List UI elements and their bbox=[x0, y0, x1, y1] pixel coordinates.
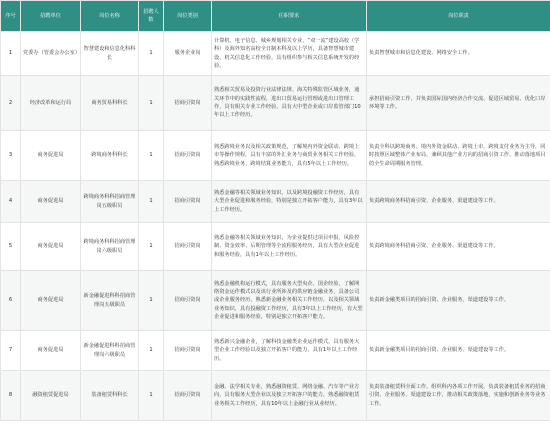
cell-requirements: 金融、法学相关专业，熟悉融资租赁、网络金融、汽车等产业方向，具有服务大型企业以及独立开拓客户的能力，熟悉融资租赁业务相关工作经历，具有10年以上金融行业从业经历。 bbox=[212, 371, 367, 421]
cell-requirements: 熟悉相关贸易及投资行业法律法规、海关特殊监管区域业务，通关环节中的实践性流程，进出口贸易运行管理或进出口管理工作，具有相关专业工作经验，具有大中型企业或口岸监管部门10年以上工作经历。 bbox=[212, 76, 367, 131]
header-position: 岗位名称 bbox=[81, 1, 139, 32]
cell-no: 6 bbox=[1, 271, 21, 331]
cell-position: 装备租赁科科长 bbox=[81, 371, 139, 421]
cell-count: 1 bbox=[139, 371, 164, 421]
cell-category: 招商引资岗 bbox=[164, 271, 212, 331]
cell-count: 1 bbox=[139, 76, 164, 131]
table-row bbox=[1, 223, 550, 271]
cell-unit: 商务促进局 bbox=[21, 271, 81, 331]
cell-requirements: 熟悉金融等相关领域业务知识，为企业提供过项目申报、风险控制、资金效率、后期管理等全流程服务经历，具有大型企业促进和服务经验，具有1年以上工作经历。 bbox=[212, 223, 367, 271]
cell-position: 智慧建设和信息化科科长 bbox=[81, 32, 139, 76]
cell-duties: 负责新金融类项目的招商引资、企业服务、渠道建设等工作。 bbox=[367, 331, 550, 371]
table-row bbox=[1, 371, 550, 421]
cell-position: 跨境商务科科长 bbox=[81, 131, 139, 181]
cell-category: 服务企业岗 bbox=[164, 32, 212, 76]
cell-position: 商务贸易科科长 bbox=[81, 76, 139, 131]
cell-count: 1 bbox=[139, 131, 164, 181]
table-row bbox=[1, 331, 550, 371]
cell-duties: 负责跨境商务科招商引资、企业服务、渠道建设等工作。 bbox=[367, 181, 550, 223]
cell-requirements: 熟悉新兴金融企业，了解科技金融类企业运作模式，具有服务大型企业工作经验以及独立开拓客户的能力，具有1年以上工作经历。 bbox=[212, 331, 367, 371]
cell-unit: 商务促进局 bbox=[21, 331, 81, 371]
cell-category: 招商引资岗 bbox=[164, 181, 212, 223]
cell-category: 招商引资岗 bbox=[164, 371, 212, 421]
cell-position: 跨境商务科科招商管理岗五级职员 bbox=[81, 181, 139, 223]
table-header-row bbox=[1, 1, 550, 32]
table-row bbox=[1, 32, 550, 76]
cell-unit: 商务促进局 bbox=[21, 223, 81, 271]
cell-no: 1 bbox=[1, 32, 21, 76]
cell-duties: 负责全科以跨境商务、境内外资金联动、跨境上市、跨境支付业务为主导，同时按照区域整体产业布局，兼顾其他产业方向的招商引资工作，推动落地项目的全生命周期服务管理。 bbox=[367, 131, 550, 181]
table-row bbox=[1, 181, 550, 223]
cell-position: 新金融促进科科招商管理岗六级职员 bbox=[81, 331, 139, 371]
cell-count: 1 bbox=[139, 271, 164, 331]
cell-unit: 商务促进局 bbox=[21, 181, 81, 223]
cell-duties: 负责装备租赁科全面工作，组织科内各项工作开展，负责装备租赁业务的招商引资、企业服务、渠道建设工作，推动相关政策落地，实施和创新业务等业务工作。 bbox=[367, 371, 550, 421]
cell-position: 跨境商务科科招商管理岗六级职员 bbox=[81, 223, 139, 271]
cell-category: 招商引资岗 bbox=[164, 331, 212, 371]
table-row bbox=[1, 271, 550, 331]
cell-requirements: 熟悉金融等相关领域业务知识，以及跨境投融资工作经历，具有大型企业促进和服务经验，特别是独立开拓客户能力，具有3年以上工作经历。 bbox=[212, 181, 367, 223]
cell-requirements: 熟悉跨境业务以及相关政策规范，了解境内外资金联动、跨境上市等操作规程，具有丰富的外汇业务与商贸业务相关工作经验，熟悉跨境业务、跨境结算业务能力，具有5年以上工作经历。 bbox=[212, 131, 367, 181]
header-no: 序号 bbox=[1, 1, 21, 32]
cell-unit: 党委办（管委会办公室） bbox=[21, 32, 81, 76]
cell-count: 1 bbox=[139, 32, 164, 76]
cell-no: 5 bbox=[1, 223, 21, 271]
cell-category: 招商引资岗 bbox=[164, 223, 212, 271]
header-unit: 招聘单位 bbox=[21, 1, 81, 32]
cell-duties: 承担招商引资工作，并负责国际国内经济合作交流、促进区域贸易、优化口岸环境等工作。 bbox=[367, 76, 550, 131]
cell-requirements: 计算机、电子信息、城乡规划相关专业，“双一流”建设高校（学科）及海外知名高校全日制本科及以上学历，具备智慧城市建设、机关信息化工作经验，具有组织参与相关信息系统开发的经验。 bbox=[212, 32, 367, 76]
cell-no: 2 bbox=[1, 76, 21, 131]
cell-duties: 负责新金融类项目的招商引资、企业服务、渠道建设等工作。 bbox=[367, 271, 550, 331]
header-requirements: 任职要求 bbox=[212, 1, 367, 32]
cell-requirements: 熟悉金融机构运行模式，具有服务大型央企、国企经验，了解网络资金运作模式以及该行业所涉及的供应链金融业务，具备公司或企业服务经历，熟悉新金融业务相关工作经历，以及相关领域业务知识，具有投融资工作经历，具有3年以上工作经历，有大型企业促进和服务经验，特别是独立开拓客户能力。 bbox=[212, 271, 367, 331]
cell-unit: 商务促进局 bbox=[21, 131, 81, 181]
cell-category: 招商引资岗 bbox=[164, 76, 212, 131]
header-category: 岗位类别 bbox=[164, 1, 212, 32]
cell-category: 招商引资岗 bbox=[164, 131, 212, 181]
table-row bbox=[1, 76, 550, 131]
cell-no: 7 bbox=[1, 331, 21, 371]
cell-unit: 经济改革和运行局 bbox=[21, 76, 81, 131]
cell-unit: 融资租赁促进局 bbox=[21, 371, 81, 421]
cell-no: 8 bbox=[1, 371, 21, 421]
cell-duties: 负责智慧城市和信息化建设、网络安全工作。 bbox=[367, 32, 550, 76]
cell-count: 1 bbox=[139, 331, 164, 371]
cell-no: 3 bbox=[1, 131, 21, 181]
cell-count: 1 bbox=[139, 223, 164, 271]
header-duties: 岗位职责 bbox=[367, 1, 550, 32]
cell-duties: 负责跨境商务科招商引资、企业服务、渠道建设等工作。 bbox=[367, 223, 550, 271]
cell-position: 新金融促进科科招商管理岗五级职员 bbox=[81, 271, 139, 331]
table-row bbox=[1, 131, 550, 181]
header-count: 招聘人数 bbox=[139, 1, 164, 32]
cell-count: 1 bbox=[139, 181, 164, 223]
cell-no: 4 bbox=[1, 181, 21, 223]
